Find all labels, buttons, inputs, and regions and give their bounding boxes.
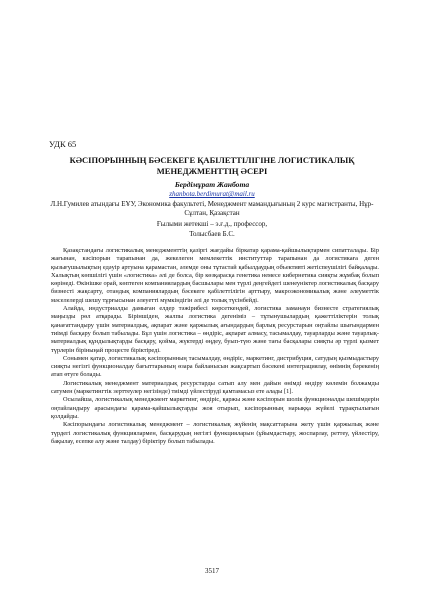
body-paragraph-3: Сонымен қатар, логистикалық кәсіпорынның тасымалдау, өндіріс, маркетинг, дистрибуция, сатудың қызмыдастыру сияқты негізгі функционалдау бағыттарының өзара байланысын жақсартып бәсекені интеграциялау, өнімнің бәрекенің атап өтуге болады.	[51, 354, 379, 379]
author-affiliation: Л.Н.Гумилев атындағы ЕҰУ, Экономика факультеті, Менеджмент мамандығының 2 курс магистранты, Нұр-Сұлтан, Қазақстан	[50, 200, 374, 217]
body-paragraph-2: Алайда, индустриалды дамыған елдер тәжірибесі көрсеткендей, логистика заманауи бизнесте стратегиялық маңызды рөл атқарады. Біріншіден, жалпы логистика дегеніміз – тұтынушылардың қажеттіліктерін толық қанағаттандыру үшін материалдық, ақпарат және қаржылық ағындардың барлық ресурстарын оңтайлы шығындармен тиімді басқару болып табылады. Бұл үшін логистика – өндіріс, ақпарат алмасу, тасымалдау, тауарларды және тауарлық-материалдық құндылықтарды басқару, қойма, жүктерді өңдеу, буып-түю және тағы басқалары сияқты әр түрлі қызмет түрлерін біріныңай процесте біріктіреді.	[51, 305, 379, 354]
udk-code: УДК 65	[49, 139, 77, 149]
body-paragraph-4: Логистикалық менеджмент материалдық ресурстарды сатып алу мен дайын өнімді өндіру көлемін болжамды сатумен (маркетингтік зерттеулер негізінде) тиімді үйлестіруді қамтамасыз ете алады [1].	[51, 379, 379, 396]
author-email-link[interactable]: zhanbota.berdimurat@mail.ru	[169, 190, 255, 198]
title-line-2: МЕНЕДЖМЕНТТІҢ ӘСЕРІ	[156, 165, 268, 176]
body-paragraph-6: Кәсіпорындағы логистикалық менеджмент – логистикалық жүйенің мақсаттарына жету үшін қаржылық және түрдегі логистикалық функциялармен, басқарудың негізгі функцияларын (ұйымдастыру, жоспарлау, реттеу, үйлестіру, бақылау, есепке алу және талдау) біріктіру болып табылады.	[51, 421, 379, 445]
supervisor-title: Ғылыми жетекші – э.ғ.д., профессор,	[156, 220, 268, 228]
body-paragraph-5: Осылайша, логистикалық менеджмент маркетинг, өндіріс, қаржы және кәсіпорын шолік функционалды шешімдерін оңтайландыру арасындағы қарама-қайшылықтарды жоя отырып, кәсіпорынның нарыққа жүйелі тұрақтылығын қолдайды.	[51, 396, 379, 420]
author-name: Бердімұрат Жанбота	[174, 180, 250, 189]
body-paragraph-1: Қазақстандағы логистикалық менеджменттің қазіргі жағдайы біркатар қарама-қайшылықтармен сипатталады. Бір жағынан, кәсіпорын тарапынан да, жекелеген мемлекеттік институттар тарапынан да логистикаға деген қызығушылықтың едәуір артуына қарамастан, әлемде оны тұтастай қабылдаудың объективті жетіспеушілігі байқалады. Халықтың көпшілігі үшін «логистика» әлі де болса, бір көзқарасқа генетика немесе кибернетика сияқты жұмбақ болып көрінеді. Өкінішке орай, көптеген компаниялардың басшылары мен түрлі деңгейдегі шенеуніктер логистикалық басқару бизнесті жақсарту, отандық компаниялардың бәсекеге қабілеттілігін арттыру, макроэкономикалық және әлеуметтік мәселелерді шешу тұрғысынан әлеуетті мүмкіндігін әлі де толық түсінбейді.	[51, 247, 379, 304]
article-title	[40, 155, 384, 176]
supervisor-name: Толысбаев Б.С.	[189, 230, 235, 238]
article-body	[51, 247, 379, 446]
page-number: 3517	[205, 567, 219, 575]
title-line-1: КӘСІПОРЫННЫҢ БӘСЕКЕГЕ ҚАБІЛЕТТІЛІГІНЕ ЛОГИСТИКАЛЫҚ	[69, 155, 355, 165]
